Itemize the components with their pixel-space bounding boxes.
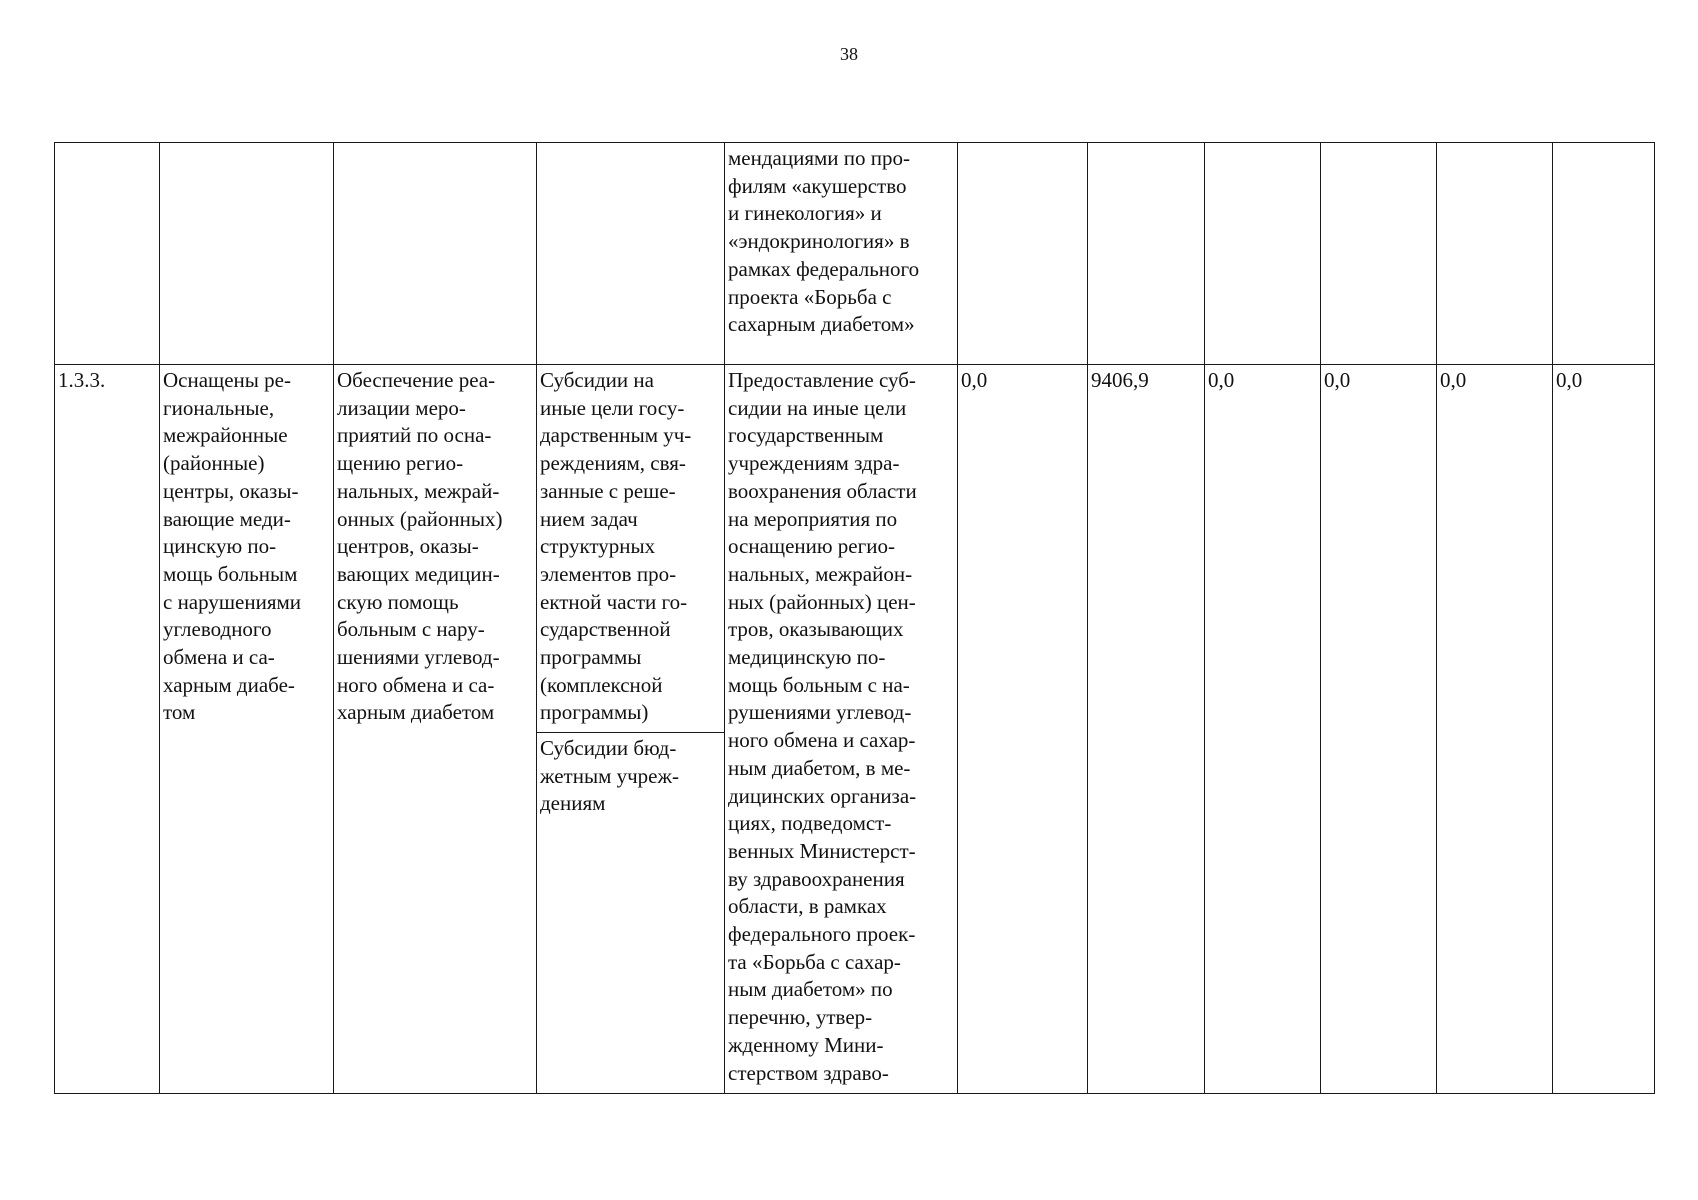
cell-value-2: 9406,9 (1088, 365, 1205, 1094)
cell-code-empty (55, 143, 160, 365)
cell-value-3: 0,0 (1205, 365, 1321, 1094)
cell-subsidy-type-2: Субсидии бюд- жетным учреж- дениям (537, 733, 725, 1094)
page-number: 38 (840, 44, 858, 64)
cell-value-6: 0,0 (1553, 365, 1655, 1094)
cell-value-empty (958, 143, 1088, 365)
cell-result: Оснащены ре- гиональные, межрайонные (районные) центры, оказы- вающие меди- цинскую по- мощь больным с нарушениями углеводного обмена и са- харным диабе- том (160, 365, 334, 1094)
cell-subsidy-type-1: Субсидии на иные цели госу- дарственным уч- реждениям, свя- занные с реше- нием задач структурных элементов про- ектной части го- сударственной программы (комплексной программы) (537, 365, 725, 733)
table-row-1-3-3 (55, 365, 1655, 733)
cell-value-empty (1437, 143, 1553, 365)
cell-value-empty (1321, 143, 1437, 365)
cell-description: Предоставление суб- сидии на иные цели государственным учреждениям здра- воохранения области на мероприятия по оснащению регио- нальных, межрайон- ных (районных) цен- тров, оказывающих медицинскую по- мощь больным с на- рушениями углевод- ного обмена и сахар- ным диабетом, в ме- дицинских организа- циях, подведомст- венных Министерст- ву здравоохранения области, в рамках федерального проек- та «Борьба с сахар- ным диабетом» по перечню, утвер- жденному Мини- стерством здраво- (725, 365, 958, 1094)
cell-code: 1.3.3. (55, 365, 160, 1094)
cell-measure-continuation: мендациями по про- филям «акушерство и гинекология» и «эндокринология» в рамках федерального проекта «Борьба с сахарным диабетом» (725, 143, 958, 365)
cell-value-4: 0,0 (1321, 365, 1437, 1094)
cell-event-empty (334, 143, 537, 365)
cell-value-empty (1553, 143, 1655, 365)
cell-subsidy-empty (537, 143, 725, 365)
cell-value-empty (1205, 143, 1321, 365)
cell-result-empty (160, 143, 334, 365)
cell-value-5: 0,0 (1437, 365, 1553, 1094)
program-table (54, 142, 1655, 1094)
cell-value-1: 0,0 (958, 365, 1088, 1094)
cell-event: Обеспечение реа- лизации меро- приятий по осна- щению регио- нальных, межрай- онных (районных) центров, оказы- вающих медицин- скую помощь больным с нару- шениями углевод- ного обмена и са- харным диабетом (334, 365, 537, 1094)
cell-value-empty (1088, 143, 1205, 365)
table-row-continuation (55, 143, 1655, 365)
